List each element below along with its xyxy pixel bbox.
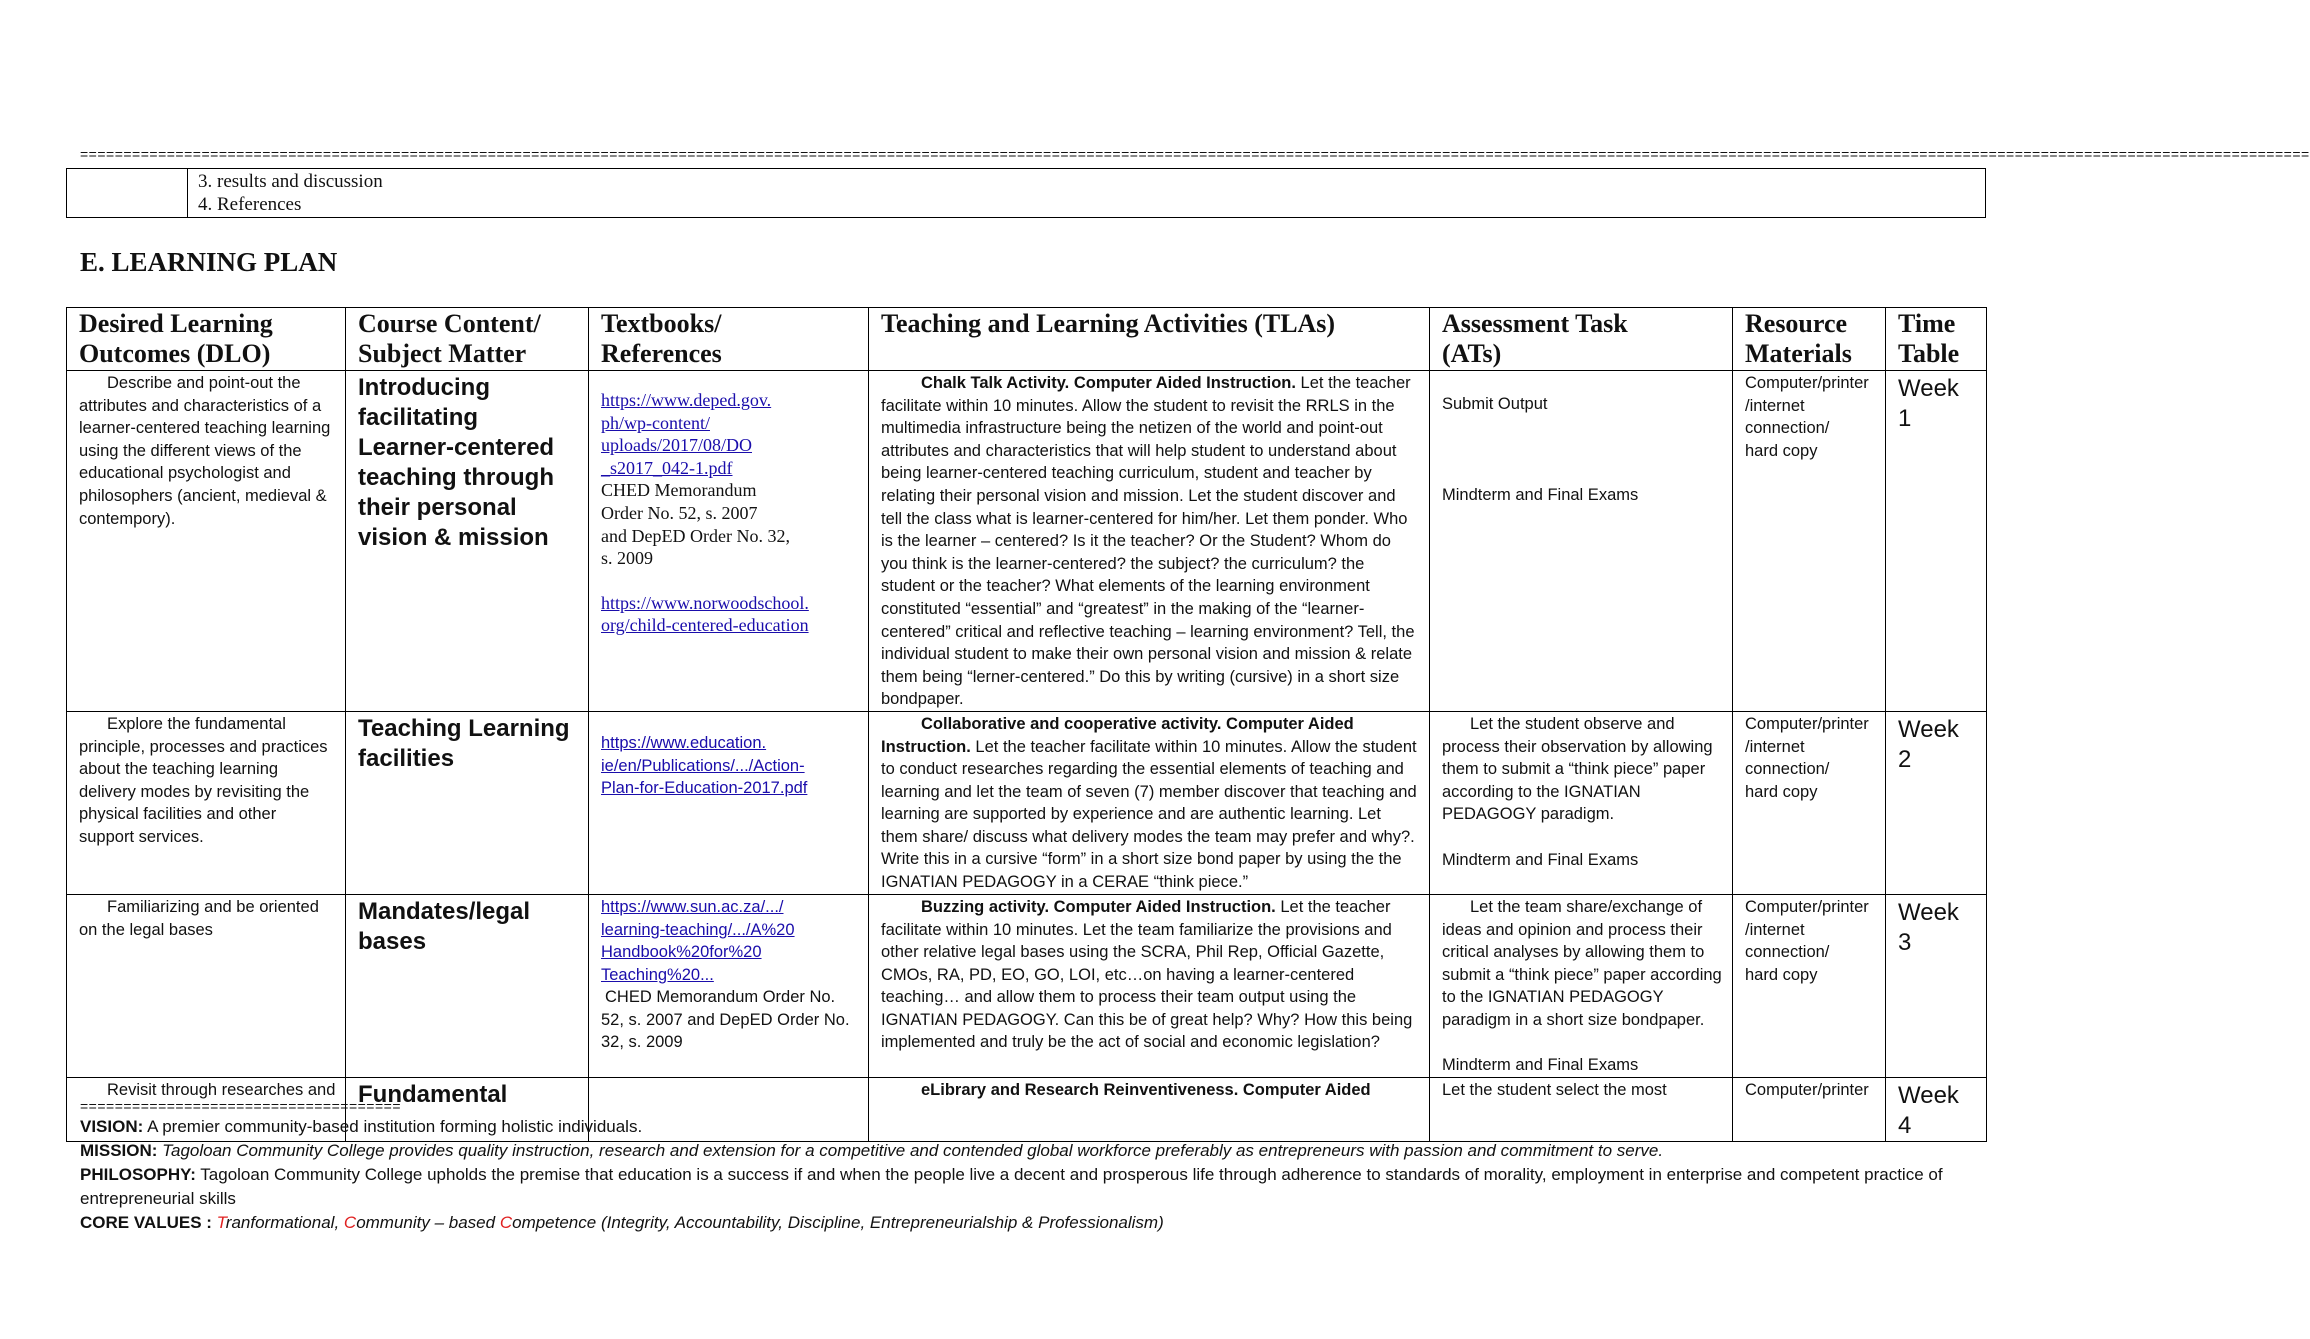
refs-cell: https://www.sun.ac.za/.../ learning-teaching/.../A%20 Handbook%20for%20 Teaching%20... CHED Memorandum Order No. 52, s. 2007 and DepED Order No. 32, s. 2009 xyxy=(589,894,869,1077)
section-title: E. LEARNING PLAN xyxy=(80,247,338,277)
at-cell: Let the team share/exchange of ideas and opinion and process their critical analyses by allowing them to submit a “think piece” paper according to the IGNATIAN PEDAGOGY paradigm in a short size bondpaper. Mindterm and Final Exams xyxy=(1430,894,1733,1077)
reference-link[interactable]: https://www.norwoodschool. org/child-centered-education xyxy=(601,592,809,636)
content-cell: Introducing facilitating Learner-centered teaching through their personal vision & mission xyxy=(346,371,589,712)
footer-separator: ===================================== xyxy=(80,1098,402,1114)
at-cell: Submit Output Mindterm and Final Exams xyxy=(1430,371,1733,712)
dlo-cell: Describe and point-out the attributes and characteristics of a learner-centered teaching learning using the different views of the educational psychologist and philosophers (ancient, medieval & contempory). xyxy=(67,371,346,712)
vision-statement: VISION: A premier community-based institution forming holistic individuals. xyxy=(80,1117,643,1136)
content-cell: Mandates/legal bases xyxy=(346,894,589,1077)
table-row xyxy=(67,711,1987,894)
rm-cell: Computer/printer xyxy=(1733,1078,1886,1142)
reference-link[interactable]: https://www.deped.gov. ph/wp-content/ uploads/2017/08/DO _s2017_042-1.pdf xyxy=(601,390,772,478)
header-separator: ================================================================================================================================================================================================================================================================= xyxy=(80,146,2310,162)
header-tt: Time Table xyxy=(1886,308,1987,371)
content-cell: Fundamental xyxy=(346,1078,589,1142)
core-values-statement: CORE VALUES : Tranformational, Community – based Competence (Integrity, Accountability, Discipline, Entrepreneurialship & Professionalism) xyxy=(80,1213,1164,1232)
header-rm: Resource Materials xyxy=(1733,308,1886,371)
list-item: 4. References xyxy=(198,194,302,215)
content-cell: Teaching Learning facilities xyxy=(346,711,589,894)
header-at: Assessment Task (ATs) xyxy=(1430,308,1733,371)
week-cell: Week 2 xyxy=(1886,711,1987,894)
philosophy-statement: PHILOSOPHY: Tagoloan Community College upholds the premise that education is a success if and when the people live a decent and prosperous life through adherence to standards of morality, employment in enterprise and competent practice of entrepreneurial skills xyxy=(80,1165,1943,1208)
week-cell: Week 3 xyxy=(1886,894,1987,1077)
dlo-cell: Familiarizing and be oriented on the legal bases xyxy=(67,894,346,1077)
tla-cell: eLibrary and Research Reinventiveness. Computer Aided xyxy=(869,1078,1430,1142)
header-dlo: Desired Learning Outcomes (DLO) xyxy=(67,308,346,371)
dlo-cell: Revisit through researches and xyxy=(67,1078,346,1142)
header-row xyxy=(67,308,1987,371)
table-row xyxy=(67,371,1987,712)
tla-cell: Buzzing activity. Computer Aided Instruction. Let the teacher facilitate within 10 minutes. Let the team familiarize the provisions and other relative legal bases using the SCRA, Phil Rep, Official Gazette, CMOs, RA, PD, EO, GO, LOI, etc…on having a learner-centered teaching… and allow them to process their team output using the IGNATIAN PEDAGOGY. Can this be of great help? Why? How this being implemented and truly be the act of social and economic legislation? xyxy=(869,894,1430,1077)
at-cell: Let the student observe and process their observation by allowing them to submit a “think piece” paper according to the IGNATIAN PEDAGOGY paradigm. Mindterm and Final Exams xyxy=(1430,711,1733,894)
tla-cell: Collaborative and cooperative activity. Computer Aided Instruction. Let the teacher facilitate within 10 minutes. Allow the student to conduct researches regarding the essential elements of teaching and learning and let the team of seven (7) member discover that teaching and learning are supported by experience and are authentic learning. Let them share/ discuss what delivery modes the team may prefer and why?. Write this in a cursive “form” in a short size bond paper by using the the IGNATIAN PEDAGOGY in a CERAE “think piece.” xyxy=(869,711,1430,894)
tla-cell: Chalk Talk Activity. Computer Aided Instruction. Let the teacher facilitate within 10 minutes. Allow the student to revisit the RRLS in the multimedia infrastructure being the netizen of the world and point-out attributes and characteristics that will help student to understand about being learner-centered teaching curriculum, student and teacher by relating their personal vision and mission. Let the student discover and tell the class what is learner-centered for him/her. Let them ponder. Who is the learner – centered? Is it the teacher? Or the Student? Whom do you think is the learner-centered? the subject? the curriculum? the student or the teacher? What elements of the learning environment constituted “essential” and “greatest” in the making of the “learner-centered” critical and reflective teaching – learning environment? Tell, the individual student to make their own personal vision and mission & relate them being “lerner-centered.” Do this by writing (cursive) in a short size bondpaper. xyxy=(869,371,1430,712)
mission-statement: MISSION: Tagoloan Community College provides quality instruction, research and extension for a competitive and contended global workforce preferably as entrepreneurs with passion and commitment to serve. xyxy=(80,1141,1664,1160)
header-tla: Teaching and Learning Activities (TLAs) xyxy=(869,308,1430,371)
empty-cell xyxy=(67,169,188,218)
refs-cell xyxy=(589,711,869,894)
refs-cell: https://www.deped.gov. ph/wp-content/ uploads/2017/08/DO _s2017_042-1.pdf CHED Memorandum Order No. 52, s. 2007 and DepED Order No. 32, s. 2009 https://www.norwoodschool. org/child-centered-education xyxy=(589,371,869,712)
dlo-cell: Explore the fundamental principle, processes and practices about the teaching learning delivery modes by revisiting the physical facilities and other support services. xyxy=(67,711,346,894)
week-cell: Week 1 xyxy=(1886,371,1987,712)
reference-link[interactable]: https://www.education. ie/en/Publications/.../Action- Plan-for-Education-2017.pdf xyxy=(601,733,808,798)
header-refs: Textbooks/ References xyxy=(589,308,869,371)
week-cell: Week 4 xyxy=(1886,1078,1987,1142)
reference-link[interactable]: https://www.sun.ac.za/.../ learning-teaching/.../A%20 Handbook%20for%20 Teaching%20... xyxy=(601,897,795,984)
rm-cell: Computer/printer /internet connection/ hard copy xyxy=(1733,371,1886,712)
continuation-table xyxy=(66,168,1986,218)
list-item: 3. results and discussion xyxy=(198,171,383,192)
rm-cell: Computer/printer /internet connection/ hard copy xyxy=(1733,894,1886,1077)
institution-footer xyxy=(80,1097,1980,1235)
continuation-cell xyxy=(188,169,1986,218)
rm-cell: Computer/printer /internet connection/ hard copy xyxy=(1733,711,1886,894)
header-content: Course Content/ Subject Matter xyxy=(346,308,589,371)
learning-plan-table xyxy=(66,307,1987,1142)
at-cell: Let the student select the most xyxy=(1430,1078,1733,1142)
table-row xyxy=(67,894,1987,1077)
